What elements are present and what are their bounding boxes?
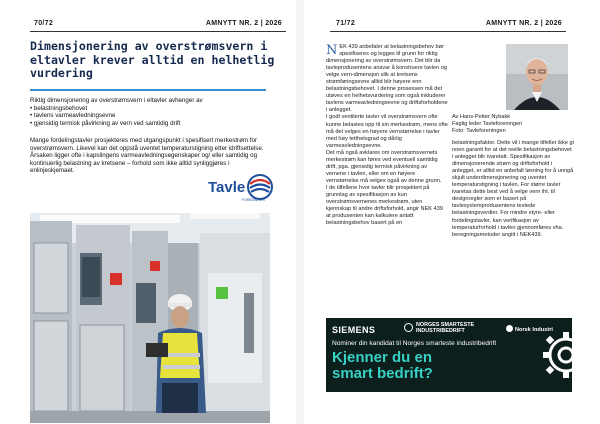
- lead-bullet-list: [30, 105, 280, 128]
- tavleforeningen-logo: [208, 172, 274, 202]
- logo-subtext: FORENINGEN: [242, 198, 265, 202]
- logo-wordmark: Tavle: [208, 179, 246, 196]
- siemens-logo: SIEMENS: [332, 325, 376, 335]
- body-paragraph: EK 439 anbefaler at belastningsbehov bør spesifiseres og legges til grunn for riktig dimensjonering av overstrømsvern. Det blir da tavleprodusentens ansvar å konstruere tavlen og velge vern-dimensjon slik at kretsens strømføringsevne alltid blir høyere enn belastningsbehovet. I denne prosessen må det utøves en helhetsvurdering som også inkluderer tavlens varmeavledningsevne og driftsforholdene i anlegget.: [326, 44, 448, 114]
- drop-cap: N: [326, 43, 338, 58]
- caption-author: Av Hans-Petter Nybakk: [452, 114, 511, 120]
- norsk-industri-icon: [506, 325, 513, 332]
- bullet-item: • tavlens varmeavledningsevne: [30, 112, 280, 120]
- ad-headline: [332, 350, 433, 382]
- bullet-item: • belastningsbehovet: [30, 105, 280, 113]
- body-paragraph: I de tilfellene hvor tavler blir prosjektert på grunnlag av spesifikasjon av kun overstrømsvernenes merkestrøm, uten kjennskap til andre driftsforhold, angir NEK 439 at produsenten kan kalkulere antatt belastningsbehov basert på en: [326, 184, 443, 227]
- caption-photo-credit: Foto: Tavleforeningen: [452, 128, 506, 134]
- ad-headline-line-1: Kjenner du en: [332, 349, 433, 366]
- award-icon: [404, 323, 413, 332]
- ad-subtitle: Nominer din kandidat til Norges smarteste industribedrift: [332, 340, 497, 347]
- header-divider: [330, 31, 566, 32]
- article-column-1: [326, 44, 448, 227]
- caption-role: Faglig leder Tavleforeningen: [452, 121, 523, 127]
- award-badge: [416, 322, 474, 334]
- gear-icon: [538, 318, 572, 392]
- title-underline: [30, 89, 266, 91]
- author-portrait: [506, 44, 568, 110]
- magazine-issue: AMNYTT NR. 2 | 2026: [205, 20, 282, 27]
- article-intro-paragraph: Mange fordelingstavler prosjekteres med utgangspunkt i spesifisert merkestrøm for overstrømsvern. Likevel kan det oppstå uventet temperaturstigning etter idriftsettelse. Årsaken ligger ofte i kapslingens varmeavledningsegenskaper og/ eller samtidig og kontinuerlig belastning av kretsene – forhold som ikke alltid synliggjøres i enlinjeskjemaet.: [30, 137, 264, 175]
- header-divider: [30, 31, 286, 32]
- body-paragraph: I godt ventilerte tavler vil overstrømsvern ofte kunne belastes opp til sin merkestrøm, mens ofte må det velges en høyere vernstørrelse i tavler med høy tetthetsgrad og dårlig varmeavledningsevne.: [326, 114, 448, 149]
- left-page: [0, 0, 296, 424]
- magazine-issue: AMNYTT NR. 2 | 2026: [485, 20, 562, 27]
- page-number: 71/72: [336, 20, 356, 27]
- right-page: [304, 0, 600, 424]
- article-lead: [30, 97, 280, 127]
- photo-caption: [452, 114, 572, 135]
- body-paragraph: Det må også avklares om overstrømsvernets merkestrøm kan føres ved eventuell samtidig drift, pga. gjensidig termisk påvirkning av vernene i tavlen, eller om en høyere vernstørrelse må velges også av denne grunn.: [326, 149, 442, 184]
- bullet-item: • gjensidig termisk påvirkning av vern ved samtidig drift: [30, 120, 280, 128]
- lead-text: Riktig dimensjonering av overstrømsvern i eltavler avhenger av: [30, 97, 203, 104]
- partner-name: Norsk Industri: [515, 327, 553, 333]
- page-number: 70/72: [34, 20, 54, 27]
- article-column-2: belastningsfaktor. Dette vil i mange tilfeller ikke gi noen garanti for at det reelle belastningsbehovet i anlegget blir ivaretatt. Spesifikasjon av dimensjonerende strøm og driftsforhold i anlegget, er alltid en anbefalt løsning for å unngå skjult underdimensjonering og uventet temperaturstigning i tavlen. For større tavler ivaretas dette best ved å velge vern iht. til designregler som er basert på tavlesystemprodusentens testede belastningsverdier. For mindre styre- eller fordelingstavler, kan verifikasjon av temperaturforhold i tavlen gjennomføres vha. beregningsmetoder angitt i NEK439.: [452, 140, 574, 238]
- award-line-2: INDUSTRIBEDRIFT: [416, 328, 465, 335]
- ad-headline-line-2: smart bedrift?: [332, 365, 433, 382]
- award-line-1: NORGES SMARTESTE: [416, 322, 475, 328]
- siemens-advertisement[interactable]: [326, 318, 572, 392]
- article-title: Dimensjonering av overstrømsvern i eltavler krever alltid en helhetlig vurdering: [30, 39, 275, 80]
- switchgear-technician-photo: [30, 213, 270, 423]
